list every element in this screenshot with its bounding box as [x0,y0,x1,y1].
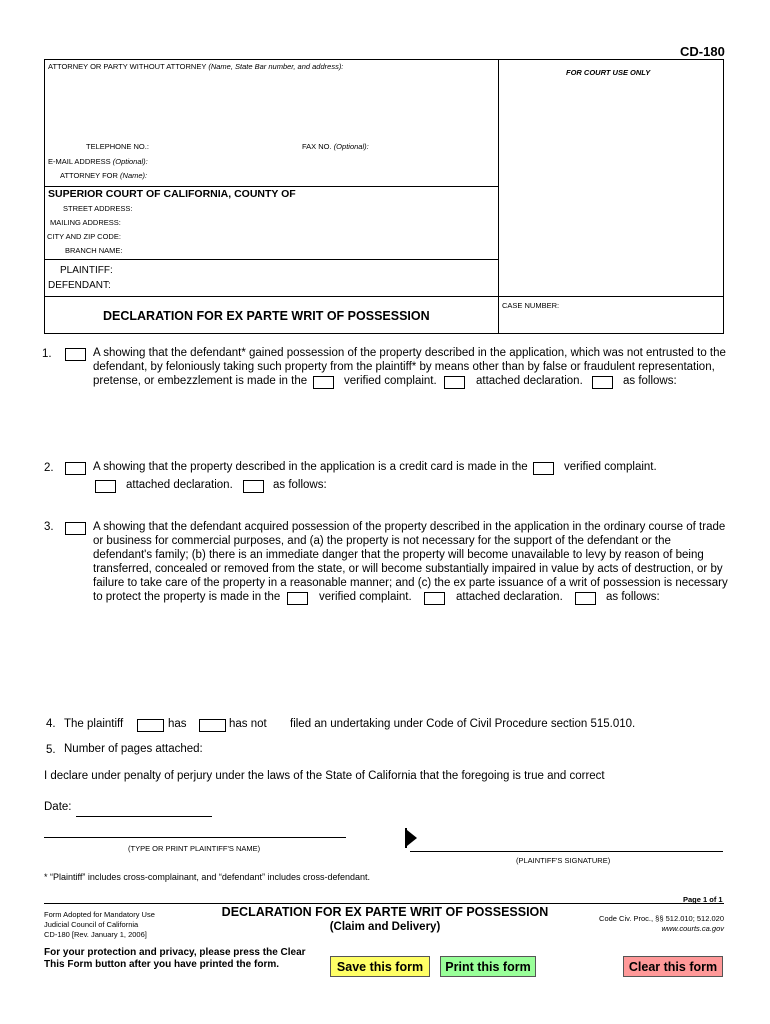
name-underline [44,837,346,838]
form-title: DECLARATION FOR EX PARTE WRIT OF POSSESSION [103,309,430,323]
mailing-input[interactable] [130,215,494,229]
item1-line3: pretense, or embezzlement is made in the [93,375,308,387]
item3-attached-label: attached declaration. [456,591,563,603]
footnote: * “Plaintiff” includes cross-complainant, and “defendant” includes cross-defendant. [44,872,371,882]
item4-number: 4. [46,718,56,730]
case-number-input[interactable] [504,313,722,331]
item1-line1: A showing that the defendant* gained possession of the property described in the application, which was not entrusted to the [93,347,726,359]
date-label: Date: [44,801,72,813]
item3-text-area[interactable] [93,609,727,708]
item2-text-area[interactable] [93,496,727,518]
code-block: Code Civ. Proc., §§ 512.010; 512.020 www.courts.ca.gov [599,914,724,933]
item4-rest: filed an undertaking under Code of Civil Procedure section 515.010. [290,718,636,730]
item1-follows-label: as follows: [623,375,677,387]
item3-checkbox[interactable] [65,522,86,535]
item1-number: 1. [42,348,52,360]
item2-checkbox[interactable] [65,462,86,475]
branch-input[interactable] [130,243,494,257]
footer-subtitle: (Claim and Delivery) [329,921,441,933]
date-underline [76,816,212,817]
pages-attached-input[interactable] [206,741,270,757]
item4-has-not-checkbox[interactable] [199,719,226,732]
fax-label: FAX NO. (Optional): [302,142,369,151]
declaration-text: I declare under penalty of perjury under the laws of the State of California that the foregoing is true and correct [44,770,605,782]
attorney-for-input[interactable] [152,168,492,182]
plaintiff-input[interactable] [120,263,494,278]
defendant-label: DEFENDANT: [48,280,111,291]
footer-title: DECLARATION FOR EX PARTE WRIT OF POSSESSION [221,905,549,919]
attorney-name-address-input[interactable] [48,74,492,136]
plaintiff-name-input[interactable] [44,822,350,838]
email-label: E-MAIL ADDRESS (Optional): [48,157,148,166]
item1-follows-checkbox[interactable] [592,376,613,389]
item5-text: Number of pages attached: [64,743,203,755]
signature-underline [410,851,723,852]
item1-line2: defendant, by feloniously taking such property from the plaintiff* by means other than by false or fraudulent representation, [93,361,715,373]
telephone-input[interactable] [150,139,294,153]
item2-line1: A showing that the property described in the application is a credit card is made in the [93,461,528,473]
item3-follows-checkbox[interactable] [575,592,596,605]
item3-verified-label: verified complaint. [319,591,412,603]
item3-follows-label: as follows: [606,591,660,603]
attorney-for-label: ATTORNEY FOR (Name): [60,171,148,180]
item4-has-label: has [168,718,187,730]
item3-line1: A showing that the defendant acquired possession of the property described in the application in the ordinary course of trade [93,521,726,533]
item2-number: 2. [44,462,54,474]
case-number-label: CASE NUMBER: [502,301,560,310]
item2-attached-label: attached declaration. [126,479,233,491]
mailing-label: MAILING ADDRESS: [50,218,121,227]
city-label: CITY AND ZIP CODE: [47,232,121,241]
court-use-label: FOR COURT USE ONLY [566,68,651,77]
item4-has-not-label: has not [229,718,267,730]
type-name-caption: (TYPE OR PRINT PLAINTIFF'S NAME) [128,844,261,853]
item2-follows-label: as follows: [273,479,327,491]
item4-has-checkbox[interactable] [137,719,164,732]
signature-arrow-icon [405,828,417,848]
item1-verified-label: verified complaint. [344,375,437,387]
form-number: CD-180 [680,44,725,59]
item5-number: 5. [46,744,56,756]
county-input[interactable] [290,187,494,201]
item3-number: 3. [44,521,54,533]
item1-text-area[interactable] [93,392,727,456]
item1-checkbox[interactable] [65,348,86,361]
print-button[interactable]: Print this form [440,956,536,977]
fax-input[interactable] [372,139,494,153]
signature-caption: (PLAINTIFF'S SIGNATURE) [516,856,611,865]
item3-line4: transferred, concealed or removed from the state, or will become substantially impaired in value by acts of destruction, or by [93,563,723,575]
defendant-input[interactable] [120,278,494,293]
clear-button[interactable]: Clear this form [623,956,723,977]
footer-divider [44,903,724,904]
item3-line2: or business for commercial purposes, and (a) the property is not necessary for the support of the defendant or the [93,535,671,547]
date-input[interactable] [76,801,216,817]
item1-attached-label: attached declaration. [476,375,583,387]
attorney-label: ATTORNEY OR PARTY WITHOUT ATTORNEY (Name, State Bar number, and address): [48,62,344,71]
city-input[interactable] [130,229,494,243]
item2-verified-label: verified complaint. [564,461,657,473]
branch-label: BRANCH NAME: [65,246,123,255]
item3-line5: failure to take care of the property in a reasonable manner; and (c) the ex parte issuance of a writ of possession is necessary [93,577,728,589]
item2-attached-checkbox[interactable] [95,480,116,493]
item2-verified-checkbox[interactable] [533,462,554,475]
court-title: SUPERIOR COURT OF CALIFORNIA, COUNTY OF [48,188,296,200]
item2-follows-checkbox[interactable] [243,480,264,493]
item1-attached-checkbox[interactable] [444,376,465,389]
item3-line3: defendant's family; (b) there is an immediate danger that the property will become unavailable to levy by reason of being [93,549,704,561]
page-number: Page 1 of 1 [683,895,723,904]
item3-attached-checkbox[interactable] [424,592,445,605]
privacy-notice: For your protection and privacy, please press the Clear This Form button after you have printed the form. [44,947,306,970]
street-input[interactable] [130,201,494,215]
save-button[interactable]: Save this form [330,956,430,977]
item3-verified-checkbox[interactable] [287,592,308,605]
street-label: STREET ADDRESS: [63,204,133,213]
court-use-box [498,59,724,297]
plaintiff-label: PLAINTIFF: [60,265,113,276]
email-input[interactable] [152,154,492,168]
item3-line6: to protect the property is made in the [93,591,281,603]
item4-text: The plaintiff [64,718,124,730]
telephone-label: TELEPHONE NO.: [86,142,149,151]
adopted-block: Form Adopted for Mandatory Use Judicial Council of California CD-180 [Rev. January 1, 2006] [44,910,155,939]
item1-verified-checkbox[interactable] [313,376,334,389]
